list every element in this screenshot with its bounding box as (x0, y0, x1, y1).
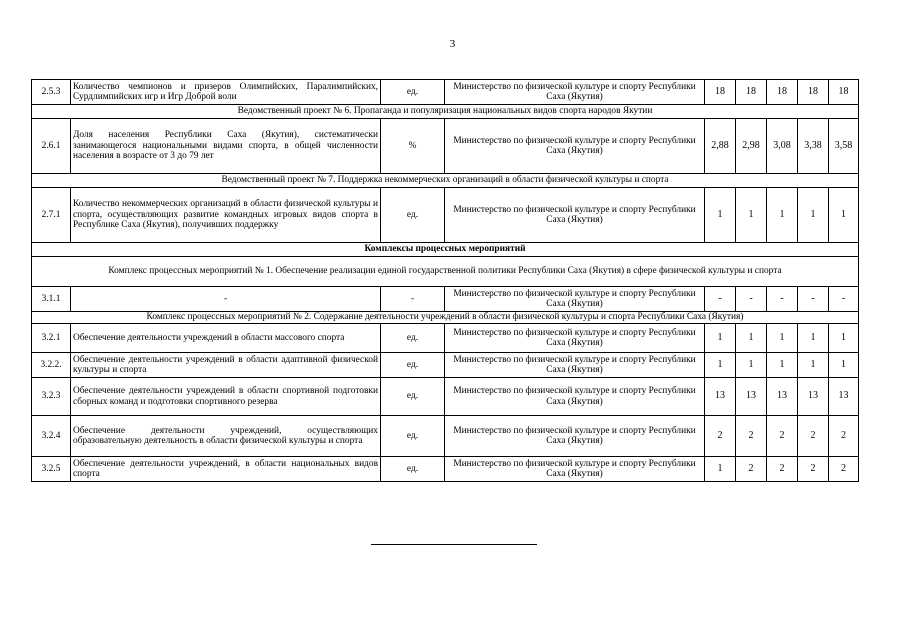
indicator-value: 2 (829, 416, 859, 457)
indicator-value: 1 (736, 324, 767, 353)
indicator-value: 2 (736, 416, 767, 457)
table-row (32, 378, 859, 416)
indicator-value: - (798, 287, 829, 312)
table-row (32, 353, 859, 378)
indicator-value: 1 (705, 353, 736, 378)
responsible-organization: Министерство по физической культуре и спорту Республики Саха (Якутия) (445, 353, 705, 378)
indicator-value: 13 (767, 378, 798, 416)
table-row (32, 287, 859, 312)
indicator-value: - (736, 287, 767, 312)
indicator-name: Обеспечение деятельности учреждений в области массового спорта (71, 324, 381, 353)
indicator-unit: - (381, 287, 445, 312)
indicator-value: - (829, 287, 859, 312)
indicator-name: Обеспечение деятельности учреждений, в области национальных видов спорта (71, 457, 381, 482)
indicator-value: 2 (798, 416, 829, 457)
indicator-value: 3,58 (829, 119, 859, 174)
indicator-name: - (71, 287, 381, 312)
indicator-number: 3.2.4 (32, 416, 71, 457)
indicator-name: Количество некоммерческих организаций в области физической культуры и спорта, осуществляющих развитие командных игровых видов спорта в Республике Саха (Якутия), получивших поддержку (71, 188, 381, 243)
indicator-unit: ед. (381, 188, 445, 243)
indicator-unit: ед. (381, 324, 445, 353)
indicators-table (31, 79, 859, 482)
indicator-value: 1 (767, 324, 798, 353)
table-row (32, 80, 859, 105)
indicator-name: Доля населения Республики Саха (Якутия), систематически занимающегося национальными видами спорта, в общей численности населения в возрасте от 3 до 79 лет (71, 119, 381, 174)
indicator-value: - (767, 287, 798, 312)
indicator-value: 2,98 (736, 119, 767, 174)
indicator-number: 3.2.2. (32, 353, 71, 378)
indicator-value: 2 (705, 416, 736, 457)
responsible-organization: Министерство по физической культуре и спорту Республики Саха (Якутия) (445, 378, 705, 416)
indicator-value: 18 (829, 80, 859, 105)
section-title: Ведомственный проект № 6. Пропаганда и популяризация национальных видов спорта народов Якутии (32, 105, 859, 119)
section-row (32, 312, 859, 324)
indicator-value: 1 (829, 353, 859, 378)
indicator-value: 1 (798, 353, 829, 378)
indicator-number: 2.7.1 (32, 188, 71, 243)
indicator-name: Количество чемпионов и призеров Олимпийских, Паралимпийских, Сурдлимпийских игр и Игр Доброй воли (71, 80, 381, 105)
section-title: Комплексы процессных мероприятий (32, 243, 859, 257)
indicator-value: 13 (798, 378, 829, 416)
responsible-organization: Министерство по физической культуре и спорту Республики Саха (Якутия) (445, 80, 705, 105)
indicator-value: 2 (798, 457, 829, 482)
indicator-value: 2,88 (705, 119, 736, 174)
indicator-name: Обеспечение деятельности учреждений в области адаптивной физической культуры и спорта (71, 353, 381, 378)
indicator-number: 3.2.3 (32, 378, 71, 416)
indicator-name: Обеспечение деятельности учреждений, осуществляющих образовательную деятельность в области физической культуры и спорта (71, 416, 381, 457)
indicator-value: 2 (767, 416, 798, 457)
indicator-value: 2 (829, 457, 859, 482)
indicator-value: 18 (798, 80, 829, 105)
table-body (32, 80, 859, 482)
indicator-value: 18 (705, 80, 736, 105)
indicator-value: 1 (767, 353, 798, 378)
section-title: Ведомственный проект № 7. Поддержка некоммерческих организаций в области физической культуры и спорта (32, 174, 859, 188)
indicator-value: 3,38 (798, 119, 829, 174)
section-row (32, 243, 859, 257)
indicator-value: 2 (767, 457, 798, 482)
indicator-value: 13 (705, 378, 736, 416)
table-row (32, 324, 859, 353)
section-title: Комплекс процессных мероприятий № 2. Содержание деятельности учреждений в области физической культуры и спорта Республики Саха (Якутия) (32, 312, 859, 324)
indicator-number: 3.1.1 (32, 287, 71, 312)
footer-divider (371, 544, 537, 545)
indicator-value: 1 (736, 188, 767, 243)
indicator-value: 2 (736, 457, 767, 482)
responsible-organization: Министерство по физической культуре и спорту Республики Саха (Якутия) (445, 324, 705, 353)
indicator-value: 13 (736, 378, 767, 416)
section-row (32, 105, 859, 119)
indicator-name: Обеспечение деятельности учреждений в области спортивной подготовки сборных команд и подготовки спортивного резерва (71, 378, 381, 416)
indicator-value: 18 (736, 80, 767, 105)
indicator-value: - (705, 287, 736, 312)
section-row (32, 174, 859, 188)
section-title: Комплекс процессных мероприятий № 1. Обеспечение реализации единой государственной политики Республики Саха (Якутия) в сфере физической культуры и спорта (32, 257, 859, 287)
indicator-value: 1 (705, 457, 736, 482)
indicator-value: 1 (705, 324, 736, 353)
table-row (32, 188, 859, 243)
indicator-value: 1 (829, 324, 859, 353)
indicator-value: 18 (767, 80, 798, 105)
indicator-number: 3.2.5 (32, 457, 71, 482)
indicator-number: 2.6.1 (32, 119, 71, 174)
indicator-value: 1 (736, 353, 767, 378)
responsible-organization: Министерство по физической культуре и спорту Республики Саха (Якутия) (445, 287, 705, 312)
indicator-value: 1 (829, 188, 859, 243)
indicator-unit: ед. (381, 80, 445, 105)
indicator-unit: ед. (381, 416, 445, 457)
responsible-organization: Министерство по физической культуре и спорту Республики Саха (Якутия) (445, 416, 705, 457)
page-number: 3 (449, 38, 456, 50)
table-row (32, 119, 859, 174)
indicator-number: 3.2.1 (32, 324, 71, 353)
indicator-value: 1 (705, 188, 736, 243)
indicator-number: 2.5.3 (32, 80, 71, 105)
section-row (32, 257, 859, 287)
indicator-value: 13 (829, 378, 859, 416)
indicator-unit: ед. (381, 378, 445, 416)
responsible-organization: Министерство по физической культуре и спорту Республики Саха (Якутия) (445, 188, 705, 243)
responsible-organization: Министерство по физической культуре и спорту Республики Саха (Якутия) (445, 119, 705, 174)
indicator-value: 3,08 (767, 119, 798, 174)
indicator-value: 1 (798, 324, 829, 353)
indicator-unit: ед. (381, 457, 445, 482)
indicator-unit: ед. (381, 353, 445, 378)
indicator-value: 1 (767, 188, 798, 243)
indicator-unit: % (381, 119, 445, 174)
responsible-organization: Министерство по физической культуре и спорту Республики Саха (Якутия) (445, 457, 705, 482)
table-row (32, 457, 859, 482)
indicator-value: 1 (798, 188, 829, 243)
table-row (32, 416, 859, 457)
